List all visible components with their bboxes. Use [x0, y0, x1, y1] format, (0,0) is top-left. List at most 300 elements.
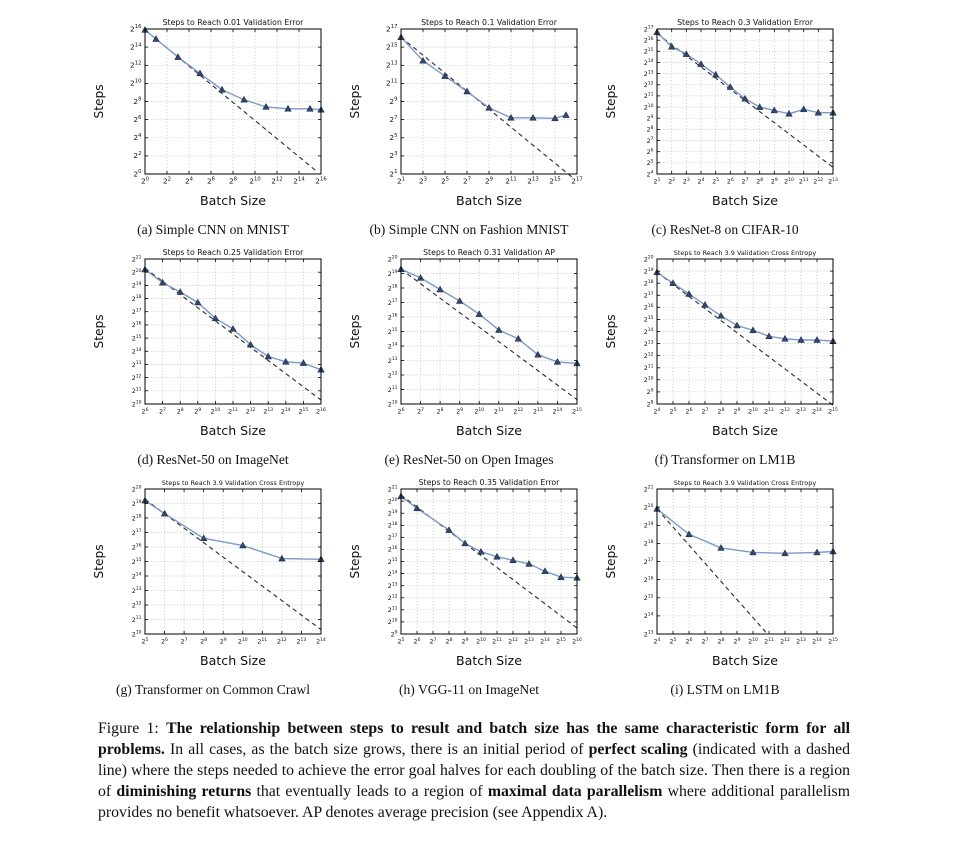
y-axis-label: Steps [93, 544, 106, 579]
svg-text:25: $2^5$ [669, 407, 677, 416]
svg-text:21: $2^1$ [396, 176, 406, 186]
svg-text:27: $2^7$ [417, 407, 425, 416]
svg-text:210: $2^{10}$ [643, 103, 654, 112]
svg-text:212: $2^{12}$ [277, 637, 287, 646]
svg-text:218: $2^{18}$ [643, 279, 654, 288]
x-tick-labels [141, 176, 327, 185]
x-tick-labels [142, 407, 326, 416]
svg-text:219: $2^{19}$ [131, 500, 142, 508]
svg-text:217: $2^{17}$ [643, 25, 654, 34]
svg-text:24: $2^4$ [646, 170, 654, 179]
subplot-b-caption: (b) Simple CNN on Fashion MNIST [369, 222, 569, 237]
svg-text:26: $2^6$ [141, 407, 149, 416]
y-tick-labels [388, 255, 398, 409]
svg-text:26: $2^6$ [413, 637, 421, 646]
svg-text:29: $2^9$ [733, 407, 741, 416]
svg-text:214: $2^{14}$ [387, 342, 398, 351]
x-axis-label: Batch Size [711, 653, 779, 668]
svg-text:220: $2^{20}$ [387, 255, 398, 264]
svg-text:212: $2^{12}$ [508, 637, 518, 646]
tick-marks [657, 29, 833, 174]
data-point-markers [142, 497, 325, 562]
plot-frame [657, 29, 833, 174]
svg-text:25: $2^5$ [669, 637, 677, 646]
figure-row-1 [88, 16, 953, 246]
svg-text:217: $2^{17}$ [643, 291, 654, 300]
data-point-markers [654, 506, 837, 556]
svg-text:29: $2^9$ [390, 630, 398, 639]
svg-text:218: $2^{18}$ [131, 295, 142, 303]
svg-text:214: $2^{14}$ [643, 328, 654, 336]
svg-text:219: $2^{19}$ [387, 270, 398, 278]
svg-text:26: $2^6$ [646, 148, 654, 156]
svg-text:28: $2^8$ [228, 176, 238, 186]
caption-bold-text: diminishing returns [116, 783, 252, 800]
svg-text:215: $2^{15}$ [828, 637, 838, 646]
svg-text:28: $2^8$ [176, 407, 184, 416]
x-tick-labels [654, 177, 838, 186]
caption-bold-text: maximal data parallelism [487, 783, 663, 800]
svg-text:215: $2^{15}$ [643, 48, 654, 56]
x-tick-labels [398, 637, 582, 646]
caption-bold-text: perfect scaling [588, 741, 688, 758]
svg-text:210: $2^{10}$ [643, 376, 654, 385]
svg-text:213: $2^{13}$ [296, 637, 307, 646]
svg-text:29: $2^9$ [456, 407, 464, 416]
perfect-scaling-line [657, 509, 766, 632]
svg-text:216: $2^{16}$ [643, 576, 654, 584]
x-tick-labels [142, 637, 326, 646]
svg-text:220: $2^{20}$ [387, 497, 398, 506]
svg-text:220: $2^{20}$ [643, 503, 654, 512]
subplot-c-chart [600, 16, 850, 212]
subplot-e-caption: (e) ResNet-50 on Open Images [384, 452, 554, 467]
svg-text:25: $2^5$ [646, 159, 654, 168]
svg-text:29: $2^9$ [646, 388, 654, 397]
svg-text:23: $2^3$ [418, 176, 428, 186]
svg-text:211: $2^{11}$ [131, 387, 142, 396]
svg-text:220: $2^{20}$ [131, 485, 142, 494]
chart-svg [349, 476, 589, 672]
svg-text:212: $2^{12}$ [387, 594, 398, 602]
svg-text:213: $2^{13}$ [131, 361, 142, 369]
svg-text:25: $2^5$ [712, 177, 720, 186]
x-axis-label: Batch Size [199, 653, 267, 668]
svg-text:214: $2^{14}$ [131, 348, 142, 356]
svg-text:211: $2^{11}$ [492, 637, 502, 646]
svg-text:29: $2^9$ [733, 637, 741, 646]
perfect-scaling-line [401, 37, 572, 177]
svg-text:210: $2^{10}$ [748, 407, 758, 416]
svg-text:215: $2^{15}$ [643, 594, 654, 602]
subplot-h-chart [344, 476, 594, 672]
svg-text:214: $2^{14}$ [812, 407, 822, 416]
svg-text:27: $2^7$ [462, 176, 472, 186]
svg-text:221: $2^{21}$ [387, 485, 398, 494]
svg-text:221: $2^{21}$ [131, 255, 142, 264]
subplot-d-chart [88, 246, 338, 442]
svg-text:28: $2^8$ [717, 637, 725, 646]
caption-text: In all cases, as the batch size grows, there is an initial period of [164, 741, 589, 758]
svg-text:210: $2^{10}$ [387, 400, 398, 409]
svg-text:211: $2^{11}$ [643, 92, 654, 101]
svg-text:213: $2^{13}$ [643, 630, 654, 639]
x-axis-label: Batch Size [455, 193, 523, 208]
svg-text:210: $2^{10}$ [748, 637, 758, 646]
svg-text:215: $2^{15}$ [131, 558, 142, 566]
svg-text:25: $2^5$ [141, 637, 149, 646]
gridlines [657, 29, 833, 174]
svg-text:212: $2^{12}$ [130, 60, 142, 70]
svg-text:28: $2^8$ [445, 637, 453, 646]
svg-text:28: $2^8$ [717, 407, 725, 416]
x-axis-label: Batch Size [455, 423, 523, 438]
svg-text:27: $2^7$ [646, 137, 654, 145]
svg-text:215: $2^{15}$ [643, 316, 654, 324]
y-axis-label: Steps [349, 84, 362, 119]
svg-text:210: $2^{10}$ [474, 407, 485, 416]
svg-text:213: $2^{13}$ [533, 407, 543, 416]
svg-text:215: $2^{15}$ [387, 558, 398, 566]
svg-text:213: $2^{13}$ [527, 176, 539, 186]
chart-svg [605, 246, 845, 442]
svg-text:211: $2^{11}$ [131, 616, 142, 624]
data-point-markers [654, 269, 837, 344]
svg-text:28: $2^8$ [756, 177, 764, 186]
svg-text:217: $2^{17}$ [571, 176, 583, 186]
subplot-g-caption: (g) Transformer on Common Crawl [115, 682, 311, 697]
subplot-title: Steps to Reach 0.35 Validation Error [418, 478, 560, 487]
svg-text:216: $2^{16}$ [643, 36, 654, 45]
svg-text:212: $2^{12}$ [387, 371, 398, 380]
svg-text:211: $2^{11}$ [764, 407, 774, 416]
svg-text:213: $2^{13}$ [131, 587, 142, 595]
y-axis-label: Steps [605, 314, 618, 349]
subplot-f [600, 246, 850, 476]
svg-text:213: $2^{13}$ [386, 60, 398, 70]
svg-text:23: $2^3$ [389, 151, 398, 161]
svg-text:218: $2^{18}$ [643, 540, 654, 548]
caption-text: (indicated with a dashed line) where the steps needed to achieve the error goal halves for each doubling of the batch size. Then there is a region of [98, 741, 850, 800]
subplot-title: Steps to Reach 0.25 Validation Error [162, 248, 304, 257]
svg-text:23: $2^3$ [682, 177, 690, 186]
svg-text:26: $2^6$ [685, 407, 693, 416]
svg-text:212: $2^{12}$ [271, 176, 283, 186]
perfect-scaling-line [145, 499, 321, 629]
svg-text:29: $2^9$ [646, 114, 654, 123]
subplot-c-caption: (c) ResNet-8 on CIFAR-10 [651, 222, 799, 237]
svg-text:211: $2^{11}$ [643, 364, 654, 372]
svg-text:213: $2^{13}$ [796, 407, 806, 416]
svg-text:210: $2^{10}$ [210, 407, 221, 416]
subplot-a-caption: (a) Simple CNN on MNIST [137, 222, 289, 237]
svg-text:215: $2^{15}$ [549, 176, 561, 186]
svg-text:22: $2^2$ [162, 176, 172, 186]
chart-svg [93, 16, 333, 212]
svg-text:216: $2^{16}$ [131, 321, 142, 330]
subplot-title: Steps to Reach 3.9 Validation Cross Entropy [673, 249, 817, 257]
svg-text:27: $2^7$ [429, 637, 437, 646]
svg-text:29: $2^9$ [219, 637, 227, 646]
svg-text:213: $2^{13}$ [263, 407, 274, 416]
svg-text:27: $2^7$ [389, 114, 398, 124]
svg-text:24: $2^4$ [653, 407, 661, 416]
svg-text:22: $2^2$ [668, 177, 676, 186]
svg-text:213: $2^{13}$ [643, 340, 654, 348]
svg-text:215: $2^{15}$ [556, 637, 566, 646]
x-tick-labels [654, 637, 838, 646]
svg-text:26: $2^6$ [206, 176, 216, 186]
svg-text:211: $2^{11}$ [386, 78, 398, 88]
y-tick-labels [388, 485, 398, 639]
svg-text:24: $2^4$ [133, 132, 142, 142]
svg-text:216: $2^{16}$ [131, 543, 142, 552]
y-axis-label: Steps [93, 314, 106, 349]
subplot-f-chart [600, 246, 850, 442]
svg-text:217: $2^{17}$ [131, 529, 142, 537]
chart-svg [349, 246, 589, 442]
svg-text:210: $2^{10}$ [784, 177, 794, 186]
svg-text:219: $2^{19}$ [131, 282, 142, 290]
svg-text:216: $2^{16}$ [387, 546, 398, 554]
subplot-title: Steps to Reach 0.3 Validation Error [677, 18, 813, 27]
svg-text:214: $2^{14}$ [643, 612, 654, 621]
svg-text:213: $2^{13}$ [387, 582, 398, 590]
gridlines [145, 29, 321, 174]
svg-text:214: $2^{14}$ [643, 59, 654, 67]
svg-text:28: $2^8$ [436, 407, 444, 416]
gridlines [657, 259, 833, 404]
svg-text:215: $2^{15}$ [572, 407, 582, 416]
svg-text:212: $2^{12}$ [131, 374, 142, 382]
svg-text:215: $2^{15}$ [386, 42, 398, 52]
svg-text:29: $2^9$ [389, 96, 398, 106]
svg-text:29: $2^9$ [770, 177, 778, 186]
caption-text: where additional parallelism provides no benefit whatsoever. AP denotes average precision (see Appendix A). [98, 783, 850, 821]
svg-text:28: $2^8$ [200, 637, 208, 646]
svg-text:26: $2^6$ [161, 637, 169, 646]
x-tick-labels [654, 407, 838, 416]
x-tick-labels [398, 407, 582, 416]
svg-text:214: $2^{14}$ [280, 407, 291, 416]
figure-caption [98, 718, 850, 823]
svg-text:212: $2^{12}$ [780, 637, 790, 646]
svg-text:210: $2^{10}$ [237, 637, 248, 646]
caption-text: Figure 1: [98, 720, 167, 737]
subplot-title: Steps to Reach 3.9 Validation Cross Entropy [673, 479, 817, 487]
svg-text:213: $2^{13}$ [796, 637, 806, 646]
chart-svg [93, 476, 333, 672]
svg-text:217: $2^{17}$ [643, 558, 654, 566]
y-tick-labels [644, 25, 654, 179]
subplot-e [344, 246, 594, 476]
svg-text:219: $2^{19}$ [387, 509, 398, 518]
svg-text:27: $2^7$ [701, 407, 709, 416]
y-axis-label: Steps [605, 84, 618, 119]
svg-text:25: $2^5$ [389, 132, 398, 142]
svg-text:28: $2^8$ [646, 400, 654, 409]
svg-text:27: $2^7$ [741, 177, 749, 186]
svg-text:28: $2^8$ [133, 96, 142, 106]
svg-text:211: $2^{11}$ [493, 407, 504, 416]
svg-text:212: $2^{12}$ [780, 407, 790, 416]
svg-text:212: $2^{12}$ [513, 407, 524, 416]
svg-text:211: $2^{11}$ [764, 637, 774, 646]
gridlines [401, 29, 577, 174]
subplot-i-chart [600, 476, 850, 672]
svg-text:217: $2^{17}$ [131, 308, 142, 316]
svg-text:27: $2^7$ [180, 637, 188, 646]
svg-text:216: $2^{16}$ [316, 407, 326, 416]
svg-text:20: $2^0$ [140, 176, 150, 186]
svg-text:220: $2^{20}$ [643, 255, 654, 264]
svg-text:24: $2^4$ [184, 176, 194, 186]
svg-text:214: $2^{14}$ [540, 637, 550, 646]
subplot-d [88, 246, 338, 476]
svg-text:211: $2^{11}$ [798, 177, 809, 186]
svg-text:219: $2^{19}$ [643, 267, 654, 276]
data-point-markers [398, 493, 581, 580]
svg-text:214: $2^{14}$ [387, 570, 398, 578]
svg-text:212: $2^{12}$ [245, 407, 256, 416]
measured-steps-line [401, 37, 566, 118]
svg-text:214: $2^{14}$ [130, 42, 142, 52]
svg-text:214: $2^{14}$ [131, 572, 142, 581]
svg-text:211: $2^{11}$ [505, 176, 517, 186]
gridlines [401, 259, 577, 404]
subplot-e-chart [344, 246, 594, 442]
y-tick-labels [386, 24, 397, 178]
measured-steps-line [657, 509, 833, 553]
svg-text:215: $2^{15}$ [828, 407, 838, 416]
x-axis-label: Batch Size [199, 423, 267, 438]
svg-text:220: $2^{20}$ [131, 268, 142, 277]
x-tick-labels [397, 176, 583, 185]
svg-text:211: $2^{11}$ [387, 386, 398, 394]
svg-text:25: $2^5$ [440, 176, 450, 186]
svg-text:210: $2^{10}$ [131, 400, 142, 409]
subplot-h [344, 476, 594, 706]
svg-text:215: $2^{15}$ [387, 328, 398, 336]
subplot-d-caption: (d) ResNet-50 on ImageNet [137, 452, 289, 467]
svg-text:214: $2^{14}$ [812, 637, 822, 646]
measured-steps-line [657, 272, 833, 341]
svg-text:26: $2^6$ [397, 407, 405, 416]
svg-text:216: $2^{16}$ [130, 24, 142, 34]
subplot-title: Steps to Reach 0.1 Validation Error [421, 18, 557, 27]
svg-text:26: $2^6$ [133, 114, 142, 124]
svg-text:21: $2^1$ [389, 169, 398, 179]
svg-text:218: $2^{18}$ [131, 514, 142, 523]
svg-text:214: $2^{14}$ [316, 637, 326, 646]
svg-text:218: $2^{18}$ [387, 521, 398, 530]
x-axis-label: Batch Size [711, 423, 779, 438]
gridlines [657, 489, 833, 634]
svg-text:210: $2^{10}$ [130, 78, 142, 88]
subplot-title: Steps to Reach 3.9 Validation Cross Entropy [161, 479, 305, 487]
y-axis-label: Steps [93, 84, 106, 119]
measured-steps-line [145, 270, 321, 370]
y-axis-label: Steps [349, 544, 362, 579]
chart-svg [349, 16, 589, 212]
svg-text:24: $2^4$ [697, 177, 705, 186]
svg-text:21: $2^1$ [653, 177, 661, 186]
gridlines [145, 489, 321, 634]
svg-text:217: $2^{17}$ [387, 534, 398, 542]
figure-row-3 [88, 476, 953, 706]
subplot-title: Steps to Reach 0.01 Validation Error [162, 18, 304, 27]
subplot-i [600, 476, 850, 706]
svg-text:216: $2^{16}$ [643, 304, 654, 312]
y-tick-labels [644, 485, 654, 639]
perfect-scaling-line [401, 269, 577, 399]
svg-text:213: $2^{13}$ [387, 357, 398, 365]
svg-text:214: $2^{14}$ [552, 407, 563, 416]
svg-text:217: $2^{17}$ [386, 24, 398, 34]
subplot-c [600, 16, 850, 246]
y-axis-label: Steps [605, 544, 618, 579]
measured-steps-line [657, 32, 833, 114]
measured-steps-line [401, 269, 577, 363]
y-tick-labels [130, 24, 142, 178]
svg-text:210: $2^{10}$ [131, 630, 142, 639]
svg-text:212: $2^{12}$ [643, 352, 654, 360]
svg-text:211: $2^{11}$ [257, 637, 268, 646]
svg-text:212: $2^{12}$ [813, 177, 824, 186]
subplot-b [344, 16, 594, 246]
figure-row-2 [88, 246, 953, 476]
svg-text:211: $2^{11}$ [228, 407, 238, 416]
x-axis-label: Batch Size [199, 193, 267, 208]
perfect-scaling-line [657, 272, 833, 405]
svg-text:22: $2^2$ [133, 151, 142, 161]
svg-text:27: $2^7$ [701, 637, 709, 646]
svg-text:210: $2^{10}$ [249, 176, 261, 186]
svg-text:27: $2^7$ [159, 407, 167, 416]
svg-text:212: $2^{12}$ [643, 81, 654, 90]
y-tick-labels [132, 485, 142, 639]
svg-text:221: $2^{21}$ [643, 485, 654, 494]
svg-text:26: $2^6$ [726, 177, 734, 186]
svg-text:213: $2^{13}$ [524, 637, 534, 646]
svg-text:218: $2^{18}$ [387, 284, 398, 293]
subplot-b-chart [344, 16, 594, 212]
svg-text:29: $2^9$ [194, 407, 202, 416]
measured-steps-line [145, 501, 321, 560]
svg-text:215: $2^{15}$ [131, 334, 142, 343]
caption-text: that eventually leads to a region of [251, 783, 488, 800]
subplot-g-chart [88, 476, 338, 672]
subplot-a [88, 16, 338, 246]
subplot-i-caption: (i) LSTM on LM1B [670, 682, 780, 697]
subplot-h-caption: (h) VGG-11 on ImageNet [398, 682, 540, 697]
svg-text:20: $2^0$ [133, 169, 142, 179]
svg-text:214: $2^{14}$ [293, 176, 305, 186]
svg-text:216: $2^{16}$ [315, 176, 327, 186]
svg-text:216: $2^{16}$ [572, 637, 582, 646]
svg-text:216: $2^{16}$ [387, 313, 398, 322]
svg-text:213: $2^{13}$ [828, 177, 838, 186]
x-axis-label: Batch Size [711, 193, 779, 208]
caption-bold-text: The relationship between steps to result and batch size has the same characteristic form for all problems. [98, 720, 850, 758]
svg-text:217: $2^{17}$ [387, 299, 398, 307]
svg-text:29: $2^9$ [461, 637, 469, 646]
subplot-a-chart [88, 16, 338, 212]
y-axis-label: Steps [349, 314, 362, 349]
svg-text:26: $2^6$ [685, 637, 693, 646]
subplot-g [88, 476, 338, 706]
svg-text:25: $2^5$ [397, 637, 405, 646]
